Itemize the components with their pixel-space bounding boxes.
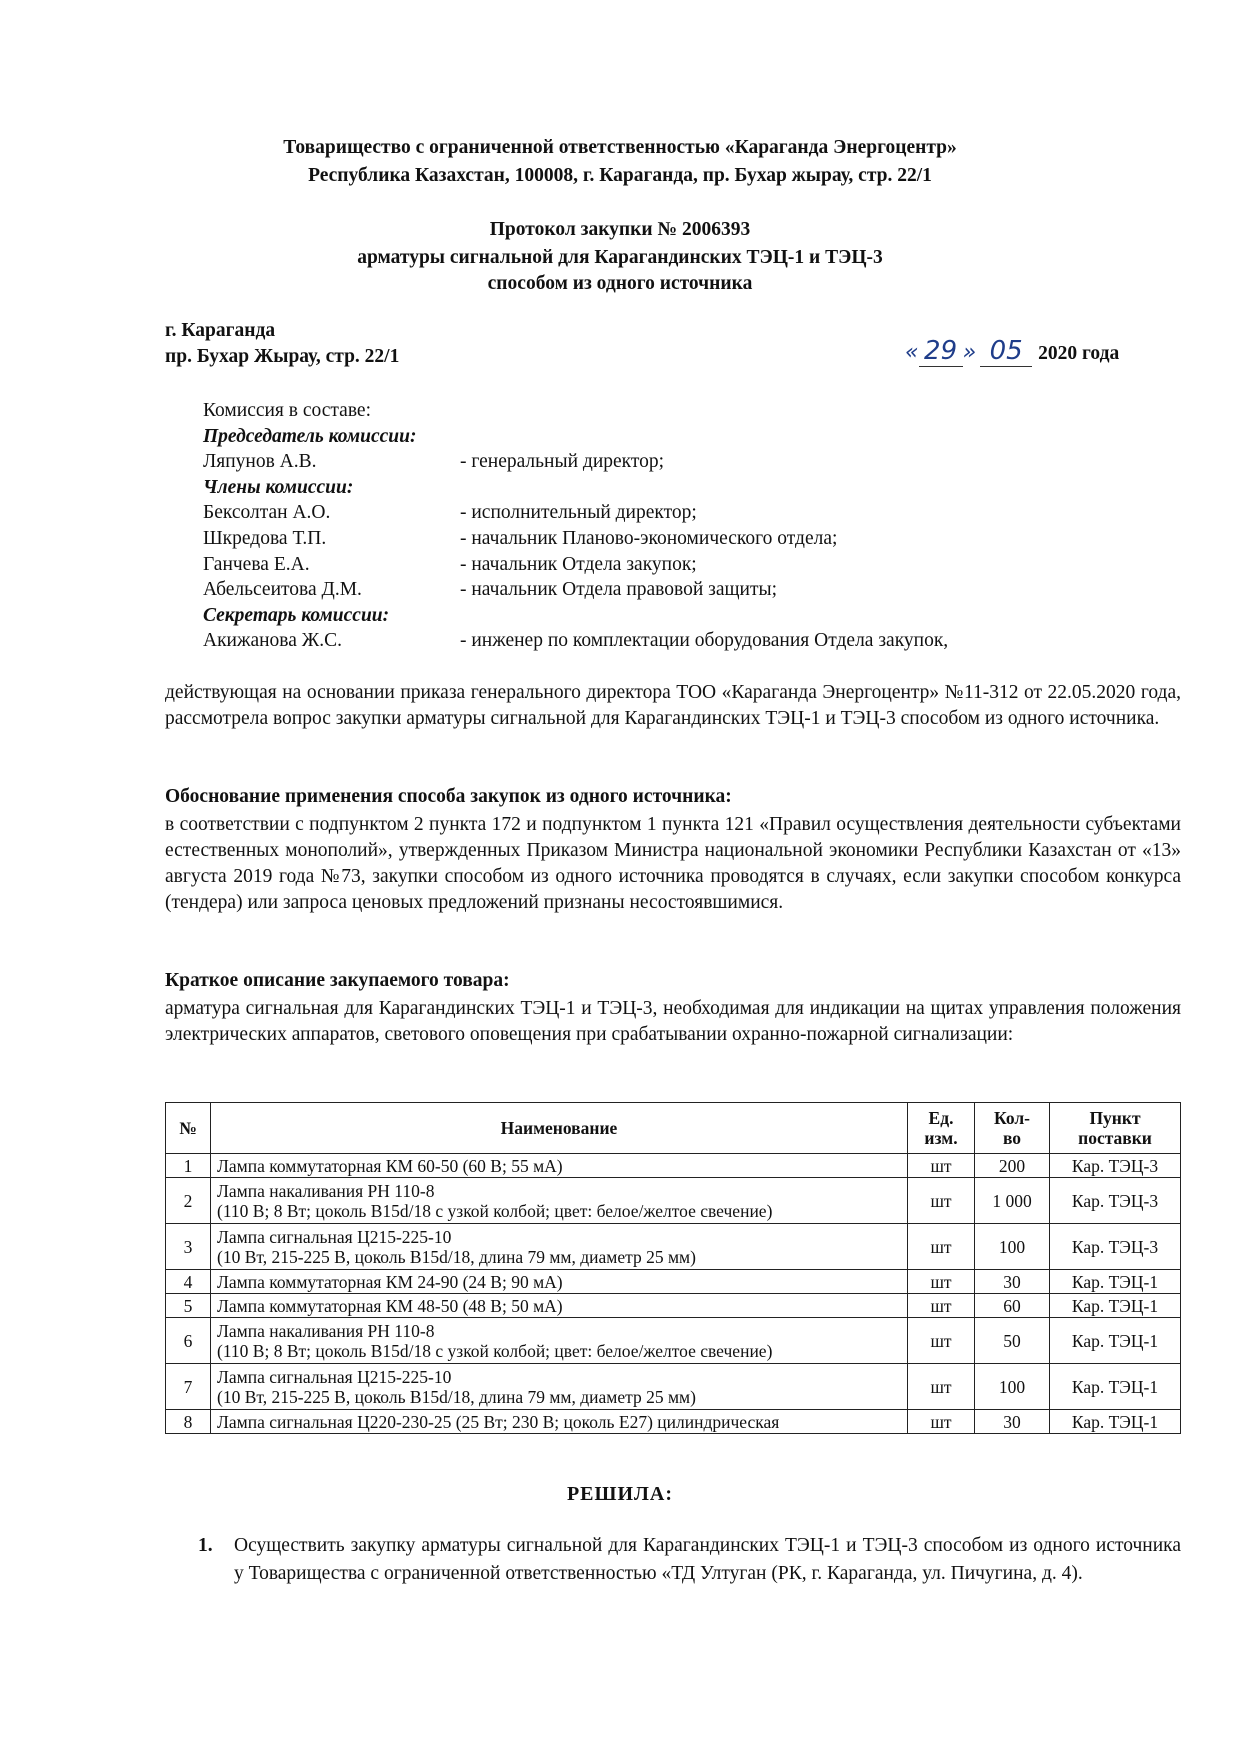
org-name: Товарищество с ограниченной ответственностью «Караганда Энергоцентр» — [283, 137, 957, 158]
date-open-quote: « — [905, 340, 919, 365]
cell-qty: 100 — [975, 1224, 1050, 1270]
col-header-point — [1050, 1103, 1181, 1154]
cell-unit: шт — [908, 1318, 975, 1364]
cell-qty: 100 — [975, 1364, 1050, 1410]
cell-point: Кар. ТЭЦ-1 — [1050, 1364, 1181, 1410]
col-header-point-line2: поставки — [1078, 1128, 1152, 1148]
cell-qty: 1 000 — [975, 1178, 1050, 1224]
cell-qty: 50 — [975, 1318, 1050, 1364]
table-row — [166, 1154, 1181, 1178]
cell-name-line1: Лампа сигнальная Ц215-225-10 — [217, 1226, 452, 1247]
protocol-date — [905, 336, 1119, 367]
table-row — [166, 1410, 1181, 1434]
cell-point: Кар. ТЭЦ-3 — [1050, 1178, 1181, 1224]
cell-name-line1: Лампа накаливания РН 110-8 — [217, 1180, 435, 1201]
cell-name — [211, 1318, 908, 1364]
cell-num: 1 — [166, 1154, 211, 1178]
member-role: - начальник Планово-экономического отдела; — [460, 527, 838, 549]
commission-row — [203, 577, 948, 603]
cell-num: 8 — [166, 1410, 211, 1434]
secretary-heading: Секретарь комиссии: — [203, 604, 390, 626]
cell-num: 6 — [166, 1318, 211, 1364]
date-year: 2020 года — [1038, 343, 1120, 364]
member-role: - начальник Отдела закупок; — [460, 553, 697, 575]
cell-num: 3 — [166, 1224, 211, 1270]
members-heading: Члены комиссии: — [203, 476, 354, 498]
cell-point: Кар. ТЭЦ-3 — [1050, 1224, 1181, 1270]
date-day: 29 — [919, 336, 963, 367]
chair-heading: Председатель комиссии: — [203, 425, 417, 447]
cell-unit: шт — [908, 1294, 975, 1318]
member-name: Акижанова Ж.С. — [203, 630, 343, 652]
member-name: Ганчева Е.А. — [203, 553, 310, 575]
commission-row — [203, 526, 948, 552]
cell-point: Кар. ТЭЦ-3 — [1050, 1154, 1181, 1178]
cell-num: 4 — [166, 1270, 211, 1294]
decision-item-number: 1. — [198, 1535, 213, 1556]
cell-point: Кар. ТЭЦ-1 — [1050, 1318, 1181, 1364]
commission-row — [203, 449, 948, 475]
col-header-num: № — [166, 1103, 211, 1154]
cell-name — [211, 1410, 908, 1434]
place-address: пр. Бухар Жырау, стр. 22/1 — [165, 346, 400, 367]
member-name: Шкредова Т.П. — [203, 527, 327, 549]
cell-unit: шт — [908, 1410, 975, 1434]
items-table — [165, 1102, 1181, 1434]
cell-qty: 30 — [975, 1270, 1050, 1294]
cell-name-line2: (10 Вт, 215-225 В, цоколь B15d/18, длина 79 мм, диаметр 25 мм) — [217, 1246, 696, 1267]
cell-qty: 200 — [975, 1154, 1050, 1178]
cell-name — [211, 1270, 908, 1294]
table-row — [166, 1178, 1181, 1224]
description-text: арматура сигнальная для Карагандинских ТЭЦ-1 и ТЭЦ-3, необходимая для индикации на щитах управления положения электрических аппаратов, светового оповещения при срабатывании охранно-пожарной сигнализации: — [165, 998, 1181, 1045]
basis-paragraph: действующая на основании приказа генерального директора ТОО «Караганда Энергоцентр» №11-312 от 22.05.2020 года, рассмотрела вопрос закупки арматуры сигнальной для Карагандинских ТЭЦ-1 и ТЭЦ-3 способом из одного источника. — [165, 682, 1181, 729]
col-header-qty-line1: Кол- — [994, 1108, 1030, 1128]
decision-item — [198, 1532, 1181, 1588]
member-role: - генеральный директор; — [460, 451, 665, 473]
cell-name — [211, 1178, 908, 1224]
cell-name — [211, 1224, 908, 1270]
cell-num: 2 — [166, 1178, 211, 1224]
cell-name-line1: Лампа сигнальная Ц215-225-10 — [217, 1366, 452, 1387]
justification-title: Обоснование применения способа закупок из одного источника: — [165, 786, 732, 807]
cell-point: Кар. ТЭЦ-1 — [1050, 1270, 1181, 1294]
member-name: Ляпунов А.В. — [203, 451, 317, 473]
cell-unit: шт — [908, 1270, 975, 1294]
col-header-unit-line2: изм. — [924, 1128, 958, 1148]
table-row — [166, 1224, 1181, 1270]
cell-name-line1: Лампа сигнальная Ц220-230-25 (25 Вт; 230 В; цоколь E27) цилиндрическая — [217, 1411, 780, 1432]
col-header-point-line1: Пункт — [1089, 1108, 1141, 1128]
cell-name — [211, 1294, 908, 1318]
cell-name-line2: (10 Вт, 215-225 В, цоколь B15d/18, длина 79 мм, диаметр 25 мм) — [217, 1386, 696, 1407]
cell-name-line1: Лампа коммутаторная КМ 48-50 (48 В; 50 мА) — [217, 1295, 563, 1316]
cell-num: 7 — [166, 1364, 211, 1410]
commission-row — [203, 500, 948, 526]
member-role: - инженер по комплектации оборудования Отдела закупок, — [460, 630, 949, 652]
protocol-subtitle-1: арматуры сигнальной для Карагандинских ТЭЦ-1 и ТЭЦ-3 — [357, 247, 883, 268]
cell-name — [211, 1364, 908, 1410]
cell-unit: шт — [908, 1364, 975, 1410]
col-header-qty — [975, 1103, 1050, 1154]
cell-num: 5 — [166, 1294, 211, 1318]
cell-name-line2: (110 В; 8 Вт; цоколь B15d/18 с узкой колбой; цвет: белое/желтое свечение) — [217, 1340, 773, 1361]
cell-unit: шт — [908, 1178, 975, 1224]
commission-row — [203, 552, 948, 578]
table-header-row — [166, 1103, 1181, 1154]
cell-name-line1: Лампа коммутаторная КМ 24-90 (24 В; 90 мА) — [217, 1271, 563, 1292]
cell-point: Кар. ТЭЦ-1 — [1050, 1410, 1181, 1434]
col-header-unit-line1: Ед. — [928, 1108, 954, 1128]
date-close-quote: » — [962, 340, 977, 365]
member-role: - исполнительный директор; — [460, 502, 697, 524]
table-row — [166, 1318, 1181, 1364]
member-name: Бексолтан А.О. — [203, 502, 331, 524]
decision-title: РЕШИЛА: — [566, 1483, 674, 1505]
cell-point: Кар. ТЭЦ-1 — [1050, 1294, 1181, 1318]
cell-unit: шт — [908, 1224, 975, 1270]
cell-qty: 30 — [975, 1410, 1050, 1434]
member-role: - начальник Отдела правовой защиты; — [460, 579, 777, 601]
cell-name-line1: Лампа коммутаторная КМ 60-50 (60 В; 55 мА) — [217, 1155, 563, 1176]
cell-unit: шт — [908, 1154, 975, 1178]
protocol-title: Протокол закупки № 2006393 — [489, 219, 751, 240]
table-row — [166, 1364, 1181, 1410]
decision-item-text: Осуществить закупку арматуры сигнальной для Карагандинских ТЭЦ-1 и ТЭЦ-3 способом из одного источника у Товарищества с ограниченной ответственностью «ТД Ултуган (РК, г. Караганда, ул. Пичугина, д. 4). — [234, 1535, 1181, 1584]
cell-name-line2: (110 В; 8 Вт; цоколь B15d/18 с узкой колбой; цвет: белое/желтое свечение) — [217, 1200, 773, 1221]
commission-row — [203, 628, 948, 654]
protocol-subtitle-2: способом из одного источника — [487, 273, 753, 294]
date-month: 05 — [980, 336, 1032, 367]
member-name: Абельсеитова Д.М. — [203, 579, 362, 601]
col-header-qty-line2: во — [1002, 1128, 1022, 1148]
commission-intro: Комиссия в составе: — [203, 400, 371, 421]
cell-qty: 60 — [975, 1294, 1050, 1318]
justification-text: в соответствии с подпунктом 2 пункта 172 и подпунктом 1 пункта 121 «Правил осуществления деятельности субъектами естественных монополий», утвержденных Приказом Министра национальной экономики Республики Казахстан от «13» августа 2019 года №73, закупки способом из одного источника проводятся в случаях, если закупки способом конкурса (тендера) или запроса ценовых предложений признаны несостоявшимися. — [165, 814, 1181, 913]
table-row — [166, 1294, 1181, 1318]
commission-block — [203, 398, 948, 654]
col-header-unit — [908, 1103, 975, 1154]
cell-name — [211, 1154, 908, 1178]
col-header-name: Наименование — [211, 1103, 908, 1154]
org-address: Республика Казахстан, 100008, г. Караганда, пр. Бухар жырау, стр. 22/1 — [308, 165, 932, 186]
place-city: г. Караганда — [165, 320, 276, 341]
cell-name-line1: Лампа накаливания РН 110-8 — [217, 1320, 435, 1341]
table-row — [166, 1270, 1181, 1294]
description-title: Краткое описание закупаемого товара: — [165, 970, 510, 991]
